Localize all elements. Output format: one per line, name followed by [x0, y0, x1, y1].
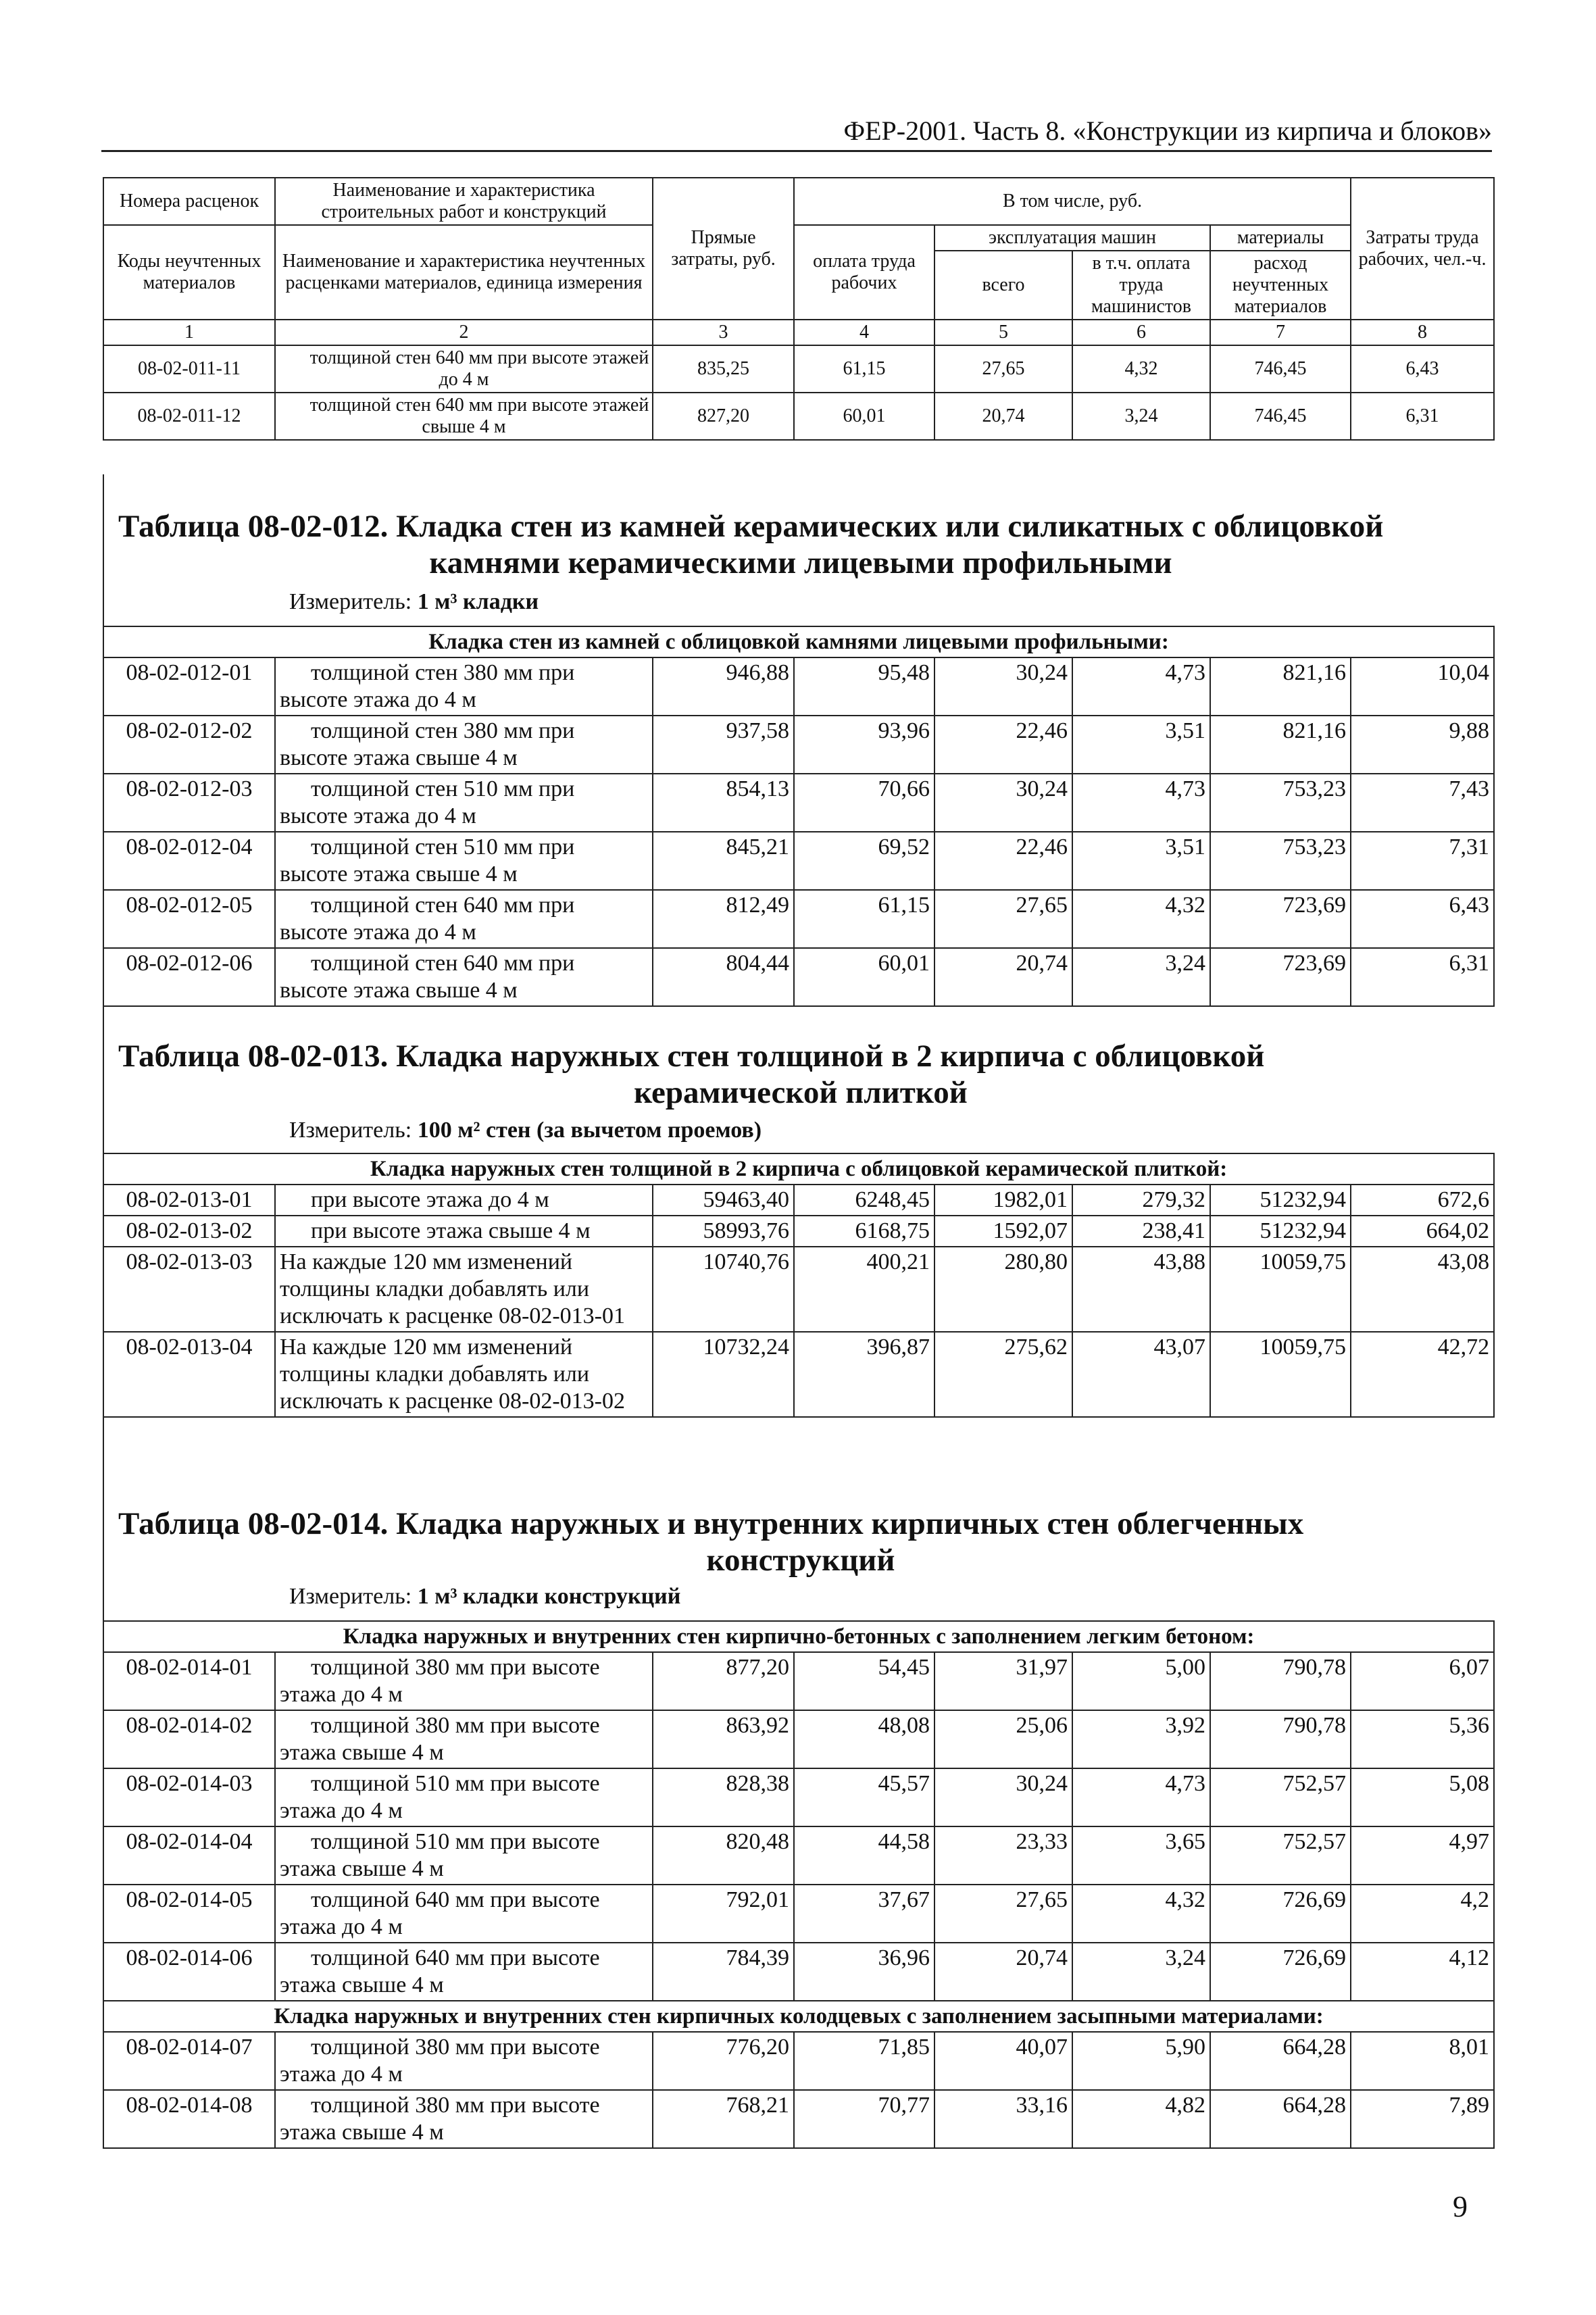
work-description-cell	[275, 1768, 653, 1826]
table-014	[103, 1620, 1495, 2149]
table-012	[103, 626, 1495, 1007]
rate-code: 08-02-014-05	[103, 1885, 275, 1943]
col-index: 4	[794, 320, 934, 345]
table-row	[103, 1826, 1494, 1885]
col-material-consumption: расход неучтенных материалов	[1210, 251, 1351, 320]
machine-total-value: 23,33	[934, 1826, 1072, 1885]
materials-cost-value: 790,78	[1210, 1710, 1351, 1768]
worker-pay-value: 396,87	[794, 1332, 934, 1417]
direct-costs-value: 792,01	[653, 1885, 794, 1943]
frame-line	[103, 1480, 104, 1628]
operator-pay-value: 3,65	[1072, 1826, 1210, 1885]
worker-pay-value: 48,08	[794, 1710, 934, 1768]
meter-label: Измеритель:	[289, 1118, 412, 1143]
materials-cost-value: 746,45	[1210, 345, 1351, 393]
work-description: толщиной стен 640 мм при высоте этажа до 4 м	[280, 893, 575, 945]
table-013-subheader: Кладка наружных стен толщиной в 2 кирпича с облицовкой керамической плиткой:	[103, 1153, 1494, 1185]
col-index: 7	[1210, 320, 1351, 345]
machine-total-value: 1982,01	[934, 1185, 1072, 1216]
col-worker-pay: оплата труда рабочих	[794, 225, 934, 320]
rate-code: 08-02-012-06	[103, 948, 275, 1006]
work-description-cell	[275, 1185, 653, 1216]
work-description: толщиной 380 мм при высоте этажа свыше 4 м	[280, 1713, 600, 1765]
col-rate-number: Номера расценок	[103, 178, 275, 225]
operator-pay-value: 3,51	[1072, 832, 1210, 890]
meter-value: 1 м³ кладки	[417, 589, 539, 614]
column-header-table	[103, 177, 1495, 441]
machine-total-value: 1592,07	[934, 1216, 1072, 1247]
worker-pay-value: 61,15	[794, 345, 934, 393]
direct-costs-value: 10732,24	[653, 1332, 794, 1417]
rate-code: 08-02-014-04	[103, 1826, 275, 1885]
table-row	[103, 1652, 1494, 1710]
machine-total-value: 20,74	[934, 1943, 1072, 2001]
table-013-meter	[289, 1118, 762, 1143]
table-014-meter	[289, 1584, 680, 1610]
worker-pay-value: 36,96	[794, 1943, 934, 2001]
rate-code: 08-02-011-12	[103, 393, 275, 440]
rate-code: 08-02-012-03	[103, 774, 275, 832]
table-row	[103, 2032, 1494, 2090]
work-description-cell	[275, 1943, 653, 2001]
rate-code: 08-02-013-04	[103, 1332, 275, 1417]
operator-pay-value: 43,07	[1072, 1332, 1210, 1417]
operator-pay-value: 5,00	[1072, 1652, 1210, 1710]
work-description: при высоте этажа свыше 4 м	[311, 1218, 591, 1243]
rate-code: 08-02-012-05	[103, 890, 275, 948]
materials-cost-value: 726,69	[1210, 1943, 1351, 2001]
machine-total-value: 33,16	[934, 2090, 1072, 2148]
rate-code: 08-02-012-02	[103, 716, 275, 774]
work-description: толщиной стен 510 мм при высоте этажа свыше 4 м	[280, 835, 575, 887]
work-description: толщиной стен 640 мм при высоте этажей до 4 м	[309, 347, 649, 390]
table-row	[103, 1332, 1494, 1417]
col-machine-operation: эксплуатация машин	[934, 225, 1210, 251]
rate-code: 08-02-014-01	[103, 1652, 275, 1710]
work-description: толщиной 510 мм при высоте этажа до 4 м	[280, 1771, 600, 1823]
work-description-cell	[275, 948, 653, 1006]
labor-hours-value: 6,43	[1351, 345, 1494, 393]
col-material-name: Наименование и характеристика неучтенных расценками материалов, единица измерения	[275, 225, 653, 320]
worker-pay-value: 6168,75	[794, 1216, 934, 1247]
labor-hours-value: 7,31	[1351, 832, 1494, 890]
labor-hours-value: 5,08	[1351, 1768, 1494, 1826]
worker-pay-value: 37,67	[794, 1885, 934, 1943]
rate-code: 08-02-014-03	[103, 1768, 275, 1826]
machine-total-value: 30,24	[934, 774, 1072, 832]
materials-cost-value: 51232,94	[1210, 1216, 1351, 1247]
direct-costs-value: 59463,40	[653, 1185, 794, 1216]
direct-costs-value: 768,21	[653, 2090, 794, 2148]
col-materials: материалы	[1210, 225, 1351, 251]
work-description: толщиной стен 380 мм при высоте этажа свыше 4 м	[280, 718, 575, 770]
table-row	[103, 890, 1494, 948]
table-row	[103, 657, 1494, 716]
rate-code: 08-02-014-02	[103, 1710, 275, 1768]
work-description-cell	[275, 2090, 653, 2148]
worker-pay-value: 61,15	[794, 890, 934, 948]
table-013	[103, 1153, 1495, 1418]
direct-costs-value: 804,44	[653, 948, 794, 1006]
worker-pay-value: 400,21	[794, 1247, 934, 1332]
work-description-cell	[275, 832, 653, 890]
worker-pay-value: 60,01	[794, 948, 934, 1006]
table-row	[103, 393, 1494, 440]
work-description: На каждые 120 мм изменений толщины кладки добавлять или исключать к расценке 08-02-013-01	[280, 1249, 625, 1328]
col-direct-costs: Прямые затраты, руб.	[653, 178, 794, 320]
direct-costs-value: 854,13	[653, 774, 794, 832]
worker-pay-value: 6248,45	[794, 1185, 934, 1216]
col-including: В том числе, руб.	[794, 178, 1351, 225]
direct-costs-value: 863,92	[653, 1710, 794, 1768]
table-row	[103, 774, 1494, 832]
work-description: при высоте этажа до 4 м	[311, 1187, 549, 1212]
col-index: 1	[103, 320, 275, 345]
running-header: ФЕР-2001. Часть 8. «Конструкции из кирпича и блоков»	[843, 116, 1492, 146]
machine-total-value: 27,65	[934, 345, 1072, 393]
work-description-cell	[275, 1826, 653, 1885]
worker-pay-value: 70,66	[794, 774, 934, 832]
col-index: 2	[275, 320, 653, 345]
labor-hours-value: 4,12	[1351, 1943, 1494, 2001]
labor-hours-value: 4,2	[1351, 1885, 1494, 1943]
table-row	[103, 1885, 1494, 1943]
rate-code: 08-02-013-03	[103, 1247, 275, 1332]
labor-hours-value: 9,88	[1351, 716, 1494, 774]
rate-code: 08-02-013-02	[103, 1216, 275, 1247]
materials-cost-value: 790,78	[1210, 1652, 1351, 1710]
materials-cost-value: 664,28	[1210, 2090, 1351, 2148]
col-operator-pay: в т.ч. оплата труда машинистов	[1072, 251, 1210, 320]
table-014-title-line2: конструкций	[706, 1543, 895, 1578]
page-number: 9	[1453, 2190, 1468, 2223]
operator-pay-value: 5,90	[1072, 2032, 1210, 2090]
operator-pay-value: 4,73	[1072, 657, 1210, 716]
operator-pay-value: 279,32	[1072, 1185, 1210, 1216]
direct-costs-value: 10740,76	[653, 1247, 794, 1332]
table-row	[103, 345, 1494, 393]
operator-pay-value: 3,24	[1072, 393, 1210, 440]
worker-pay-value: 95,48	[794, 657, 934, 716]
table-012-meter	[289, 589, 539, 615]
operator-pay-value: 3,24	[1072, 948, 1210, 1006]
machine-total-value: 20,74	[934, 948, 1072, 1006]
col-index: 6	[1072, 320, 1210, 345]
labor-hours-value: 42,72	[1351, 1332, 1494, 1417]
machine-total-value: 280,80	[934, 1247, 1072, 1332]
header-rule	[101, 150, 1492, 152]
work-description: На каждые 120 мм изменений толщины кладки добавлять или исключать к расценке 08-02-013-02	[280, 1335, 625, 1414]
worker-pay-value: 70,77	[794, 2090, 934, 2148]
work-description-cell	[275, 1332, 653, 1417]
col-index: 8	[1351, 320, 1494, 345]
work-description: толщиной стен 640 мм при высоте этажей свыше 4 м	[309, 395, 649, 437]
worker-pay-value: 60,01	[794, 393, 934, 440]
table-row	[103, 1710, 1494, 1768]
work-description-cell	[275, 890, 653, 948]
operator-pay-value: 4,32	[1072, 1885, 1210, 1943]
work-description: толщиной стен 640 мм при высоте этажа свыше 4 м	[280, 951, 575, 1003]
work-description-cell	[275, 2032, 653, 2090]
machine-total-value: 25,06	[934, 1710, 1072, 1768]
work-description-cell	[275, 774, 653, 832]
table-013-title-line1: Таблица 08-02-013. Кладка наружных стен толщиной в 2 кирпича с облицовкой	[118, 1039, 1265, 1074]
materials-cost-value: 726,69	[1210, 1885, 1351, 1943]
work-description-cell	[275, 1652, 653, 1710]
col-work-name: Наименование и характеристика строительных работ и конструкций	[275, 178, 653, 225]
meter-label: Измеритель:	[289, 589, 412, 614]
operator-pay-value: 3,24	[1072, 1943, 1210, 2001]
rate-code: 08-02-014-07	[103, 2032, 275, 2090]
meter-value: 1 м³ кладки конструкций	[417, 1584, 681, 1609]
col-index: 5	[934, 320, 1072, 345]
work-description: толщиной 640 мм при высоте этажа свыше 4 м	[280, 1945, 600, 1997]
labor-hours-value: 6,31	[1351, 948, 1494, 1006]
materials-cost-value: 746,45	[1210, 393, 1351, 440]
labor-hours-value: 7,89	[1351, 2090, 1494, 2148]
table-row	[103, 832, 1494, 890]
table-row	[103, 1943, 1494, 2001]
meter-label: Измеритель:	[289, 1584, 412, 1609]
direct-costs-value: 58993,76	[653, 1216, 794, 1247]
work-description-cell	[275, 345, 653, 393]
materials-cost-value: 51232,94	[1210, 1185, 1351, 1216]
table-012-title	[118, 508, 1483, 581]
rate-code: 08-02-014-06	[103, 1943, 275, 2001]
work-description: толщиной 640 мм при высоте этажа до 4 м	[280, 1887, 600, 1939]
table-013-title	[118, 1038, 1483, 1111]
table-012-title-line2: камнями керамическими лицевыми профильными	[429, 545, 1172, 580]
direct-costs-value: 827,20	[653, 393, 794, 440]
materials-cost-value: 664,28	[1210, 2032, 1351, 2090]
materials-cost-value: 10059,75	[1210, 1247, 1351, 1332]
materials-cost-value: 723,69	[1210, 948, 1351, 1006]
col-labor-hours: Затраты труда рабочих, чел.-ч.	[1351, 178, 1494, 320]
table-row	[103, 1247, 1494, 1332]
machine-total-value: 275,62	[934, 1332, 1072, 1417]
direct-costs-value: 946,88	[653, 657, 794, 716]
direct-costs-value: 828,38	[653, 1768, 794, 1826]
table-012-title-line1: Таблица 08-02-012. Кладка стен из камней керамических или силикатных с облицовкой	[118, 509, 1384, 544]
labor-hours-value: 7,43	[1351, 774, 1494, 832]
operator-pay-value: 43,88	[1072, 1247, 1210, 1332]
work-description-cell	[275, 1710, 653, 1768]
rate-code: 08-02-013-01	[103, 1185, 275, 1216]
table-012-subheader: Кладка стен из камней с облицовкой камнями лицевыми профильными:	[103, 626, 1494, 657]
labor-hours-value: 43,08	[1351, 1247, 1494, 1332]
meter-value: 100 м² стен (за вычетом проемов)	[417, 1118, 762, 1143]
worker-pay-value: 44,58	[794, 1826, 934, 1885]
machine-total-value: 20,74	[934, 393, 1072, 440]
work-description-cell	[275, 657, 653, 716]
labor-hours-value: 4,97	[1351, 1826, 1494, 1885]
worker-pay-value: 71,85	[794, 2032, 934, 2090]
direct-costs-value: 776,20	[653, 2032, 794, 2090]
work-description: толщиной стен 380 мм при высоте этажа до 4 м	[280, 660, 575, 712]
materials-cost-value: 10059,75	[1210, 1332, 1351, 1417]
rate-code: 08-02-011-11	[103, 345, 275, 393]
table-row	[103, 2090, 1494, 2148]
labor-hours-value: 5,36	[1351, 1710, 1494, 1768]
operator-pay-value: 4,73	[1072, 1768, 1210, 1826]
rate-code: 08-02-012-01	[103, 657, 275, 716]
work-description: толщиной 380 мм при высоте этажа свыше 4 м	[280, 2093, 600, 2145]
direct-costs-value: 784,39	[653, 1943, 794, 2001]
materials-cost-value: 753,23	[1210, 774, 1351, 832]
table-row	[103, 948, 1494, 1006]
table-014-subheader-2: Кладка наружных и внутренних стен кирпичных колодцевых с заполнением засыпными материалами:	[103, 2001, 1494, 2032]
table-row	[103, 1185, 1494, 1216]
work-description: толщиной 380 мм при высоте этажа до 4 м	[280, 2035, 600, 2087]
table-014-title	[118, 1505, 1483, 1578]
work-description: толщиной стен 510 мм при высоте этажа до 4 м	[280, 776, 575, 828]
labor-hours-value: 10,04	[1351, 657, 1494, 716]
operator-pay-value: 4,32	[1072, 345, 1210, 393]
labor-hours-value: 664,02	[1351, 1216, 1494, 1247]
materials-cost-value: 821,16	[1210, 716, 1351, 774]
operator-pay-value: 3,51	[1072, 716, 1210, 774]
operator-pay-value: 238,41	[1072, 1216, 1210, 1247]
direct-costs-value: 845,21	[653, 832, 794, 890]
operator-pay-value: 4,73	[1072, 774, 1210, 832]
direct-costs-value: 937,58	[653, 716, 794, 774]
table-013-title-line2: керамической плиткой	[634, 1075, 968, 1110]
work-description-cell	[275, 393, 653, 440]
materials-cost-value: 752,57	[1210, 1826, 1351, 1885]
machine-total-value: 27,65	[934, 1885, 1072, 1943]
worker-pay-value: 54,45	[794, 1652, 934, 1710]
labor-hours-value: 672,6	[1351, 1185, 1494, 1216]
operator-pay-value: 4,32	[1072, 890, 1210, 948]
machine-total-value: 40,07	[934, 2032, 1072, 2090]
operator-pay-value: 4,82	[1072, 2090, 1210, 2148]
table-014-title-line1: Таблица 08-02-014. Кладка наружных и внутренних кирпичных стен облегченных	[118, 1506, 1304, 1541]
materials-cost-value: 723,69	[1210, 890, 1351, 948]
operator-pay-value: 3,92	[1072, 1710, 1210, 1768]
direct-costs-value: 820,48	[653, 1826, 794, 1885]
work-description-cell	[275, 1247, 653, 1332]
work-description-cell	[275, 1216, 653, 1247]
work-description-cell	[275, 1885, 653, 1943]
worker-pay-value: 45,57	[794, 1768, 934, 1826]
worker-pay-value: 69,52	[794, 832, 934, 890]
work-description: толщиной 380 мм при высоте этажа до 4 м	[280, 1655, 600, 1707]
labor-hours-value: 6,31	[1351, 393, 1494, 440]
direct-costs-value: 877,20	[653, 1652, 794, 1710]
col-material-codes: Коды неучтенных материалов	[103, 225, 275, 320]
table-row	[103, 1216, 1494, 1247]
direct-costs-value: 812,49	[653, 890, 794, 948]
machine-total-value: 30,24	[934, 1768, 1072, 1826]
machine-total-value: 31,97	[934, 1652, 1072, 1710]
worker-pay-value: 93,96	[794, 716, 934, 774]
table-row	[103, 716, 1494, 774]
machine-total-value: 27,65	[934, 890, 1072, 948]
machine-total-value: 22,46	[934, 832, 1072, 890]
labor-hours-value: 6,43	[1351, 890, 1494, 948]
work-description: толщиной 510 мм при высоте этажа свыше 4 м	[280, 1829, 600, 1881]
labor-hours-value: 6,07	[1351, 1652, 1494, 1710]
materials-cost-value: 752,57	[1210, 1768, 1351, 1826]
table-row	[103, 1768, 1494, 1826]
materials-cost-value: 753,23	[1210, 832, 1351, 890]
rate-code: 08-02-012-04	[103, 832, 275, 890]
col-machine-total: всего	[934, 251, 1072, 320]
direct-costs-value: 835,25	[653, 345, 794, 393]
table-014-subheader-1: Кладка наружных и внутренних стен кирпично-бетонных с заполнением легким бетоном:	[103, 1621, 1494, 1652]
rate-code: 08-02-014-08	[103, 2090, 275, 2148]
labor-hours-value: 8,01	[1351, 2032, 1494, 2090]
work-description-cell	[275, 716, 653, 774]
materials-cost-value: 821,16	[1210, 657, 1351, 716]
col-index: 3	[653, 320, 794, 345]
machine-total-value: 22,46	[934, 716, 1072, 774]
machine-total-value: 30,24	[934, 657, 1072, 716]
